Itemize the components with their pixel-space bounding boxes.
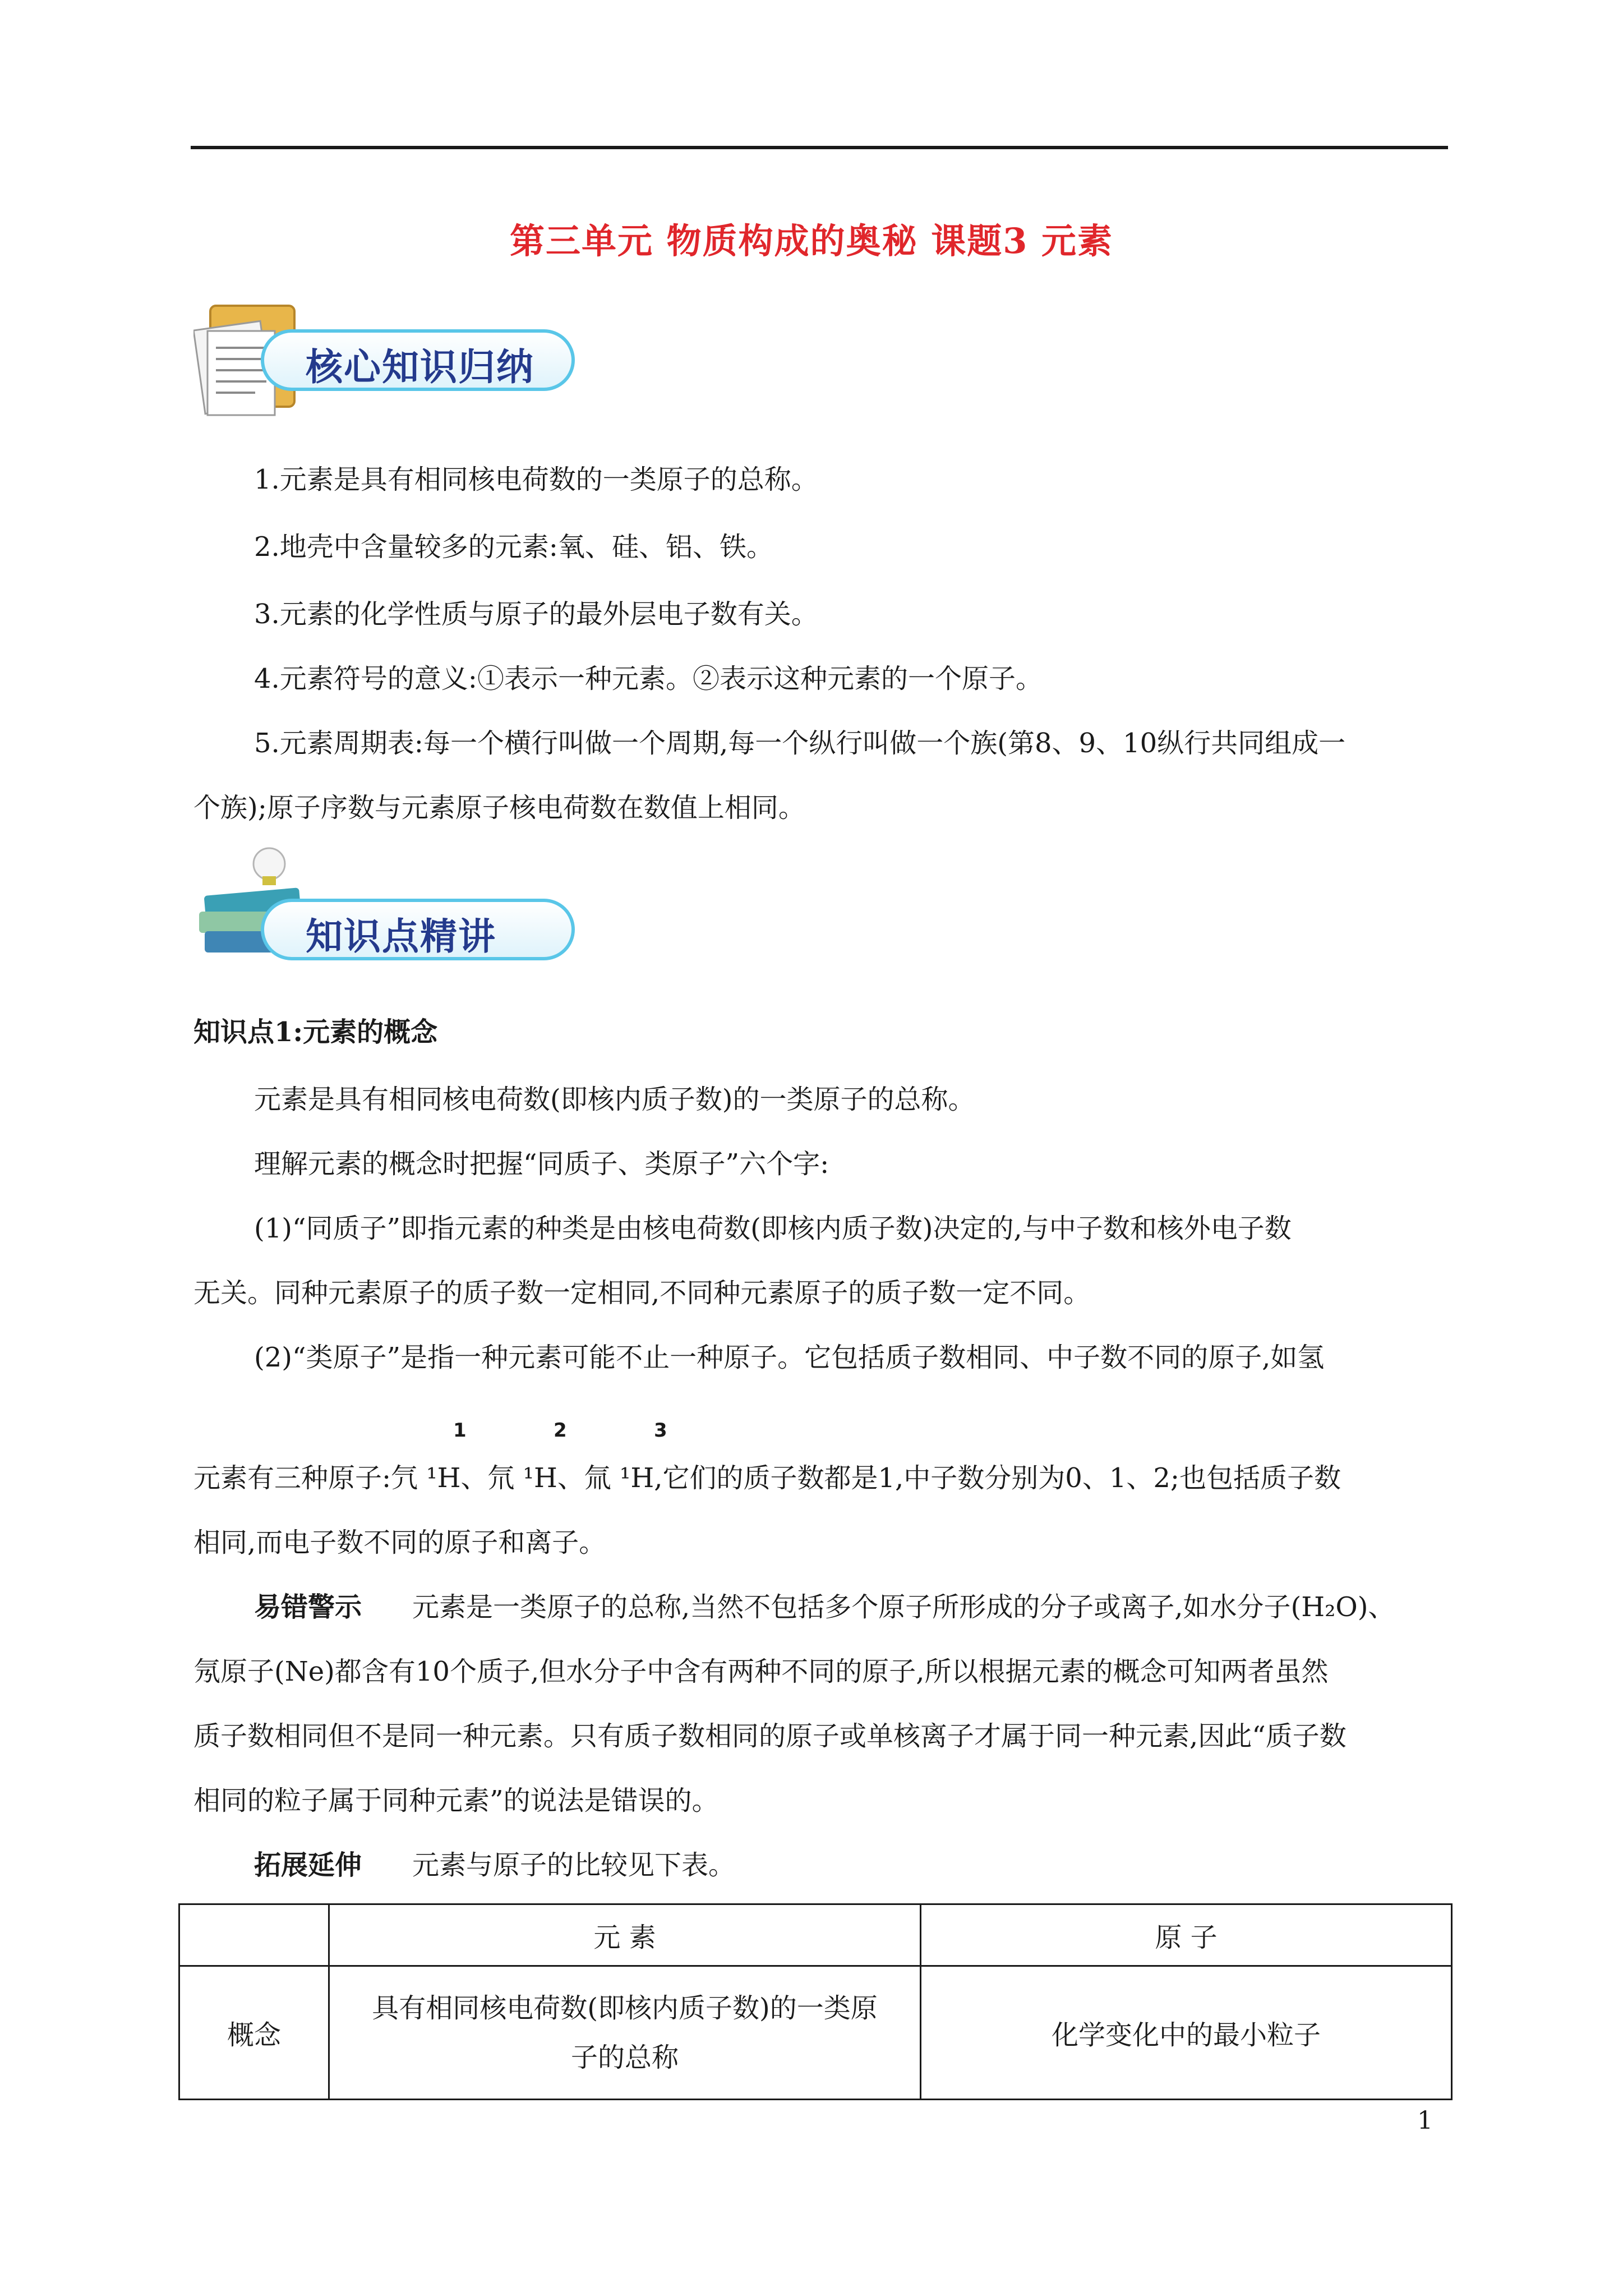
table-header-cell: 元 素 — [329, 1904, 921, 1966]
table-row-label: 概念 — [179, 1966, 329, 2100]
knowledge-point-heading: 知识点1:元素的概念 — [193, 1016, 438, 1048]
table-cell-line: 子的总称 — [570, 2041, 679, 2073]
summary-item-1: 1.元素是具有相同核电荷数的一类原子的总称。 — [254, 464, 818, 495]
paragraph: 元素是具有相同核电荷数(即核内质子数)的一类原子的总称。 — [254, 1084, 975, 1115]
comparison-table — [178, 1903, 1453, 2100]
table-header-row — [179, 1904, 1452, 1966]
isotope-mass-number: 2 — [554, 1419, 567, 1442]
table-header-cell — [179, 1904, 329, 1966]
knowledge-point-banner — [193, 875, 597, 970]
header-rule — [191, 146, 1448, 149]
table-cell: 化学变化中的最小粒子 — [921, 1966, 1452, 2100]
page-title: 第三单元 物质构成的奥秘 课题3 元素 — [510, 220, 1113, 261]
table-cell-line: 具有相同核电荷数(即核内质子数)的一类原 — [372, 1992, 878, 2024]
paragraph: 相同,而电子数不同的原子和离子。 — [193, 1527, 606, 1558]
banner-title: 知识点精讲 — [306, 915, 496, 958]
table-header-cell: 原 子 — [921, 1904, 1452, 1966]
paragraph: 相同的粒子属于同种元素”的说法是错误的。 — [193, 1785, 719, 1816]
paragraph: 元素是一类原子的总称,当然不包括多个原子所形成的分子或离子,如水分子(H₂O)、 — [412, 1591, 1395, 1623]
paragraph: 无关。同种元素原子的质子数一定相同,不同种元素原子的质子数一定不同。 — [193, 1277, 1091, 1309]
table-row — [179, 1966, 1452, 2100]
isotope-mass-number: 1 — [453, 1419, 467, 1442]
core-knowledge-banner — [193, 306, 597, 401]
paragraph: (2)“类原子”是指一种元素可能不止一种原子。它包括质子数相同、中子数不同的原子,如氢 — [254, 1342, 1325, 1373]
paragraph: 元素与原子的比较见下表。 — [412, 1849, 736, 1881]
paragraph: 质子数相同但不是同一种元素。只有质子数相同的原子或单核离子才属于同一种元素,因此“质子数 — [193, 1720, 1347, 1752]
paragraph: 元素有三种原子:氕 ¹H、氘 ¹H、氚 ¹H,它们的质子数都是1,中子数分别为0、1、2;也包括质子数 — [193, 1462, 1341, 1494]
extension-label: 拓展延伸 — [254, 1849, 362, 1881]
warning-label: 易错警示 — [254, 1591, 362, 1623]
summary-item-5: 5.元素周期表:每一个横行叫做一个周期,每一个纵行叫做一个族(第8、9、10纵行共同组成一 — [254, 728, 1346, 759]
paragraph: 理解元素的概念时把握“同质子、类原子”六个字: — [254, 1148, 829, 1180]
paragraph: 氖原子(Ne)都含有10个质子,但水分子中含有两种不同的原子,所以根据元素的概念可知两者虽然 — [193, 1656, 1329, 1687]
summary-item-3: 3.元素的化学性质与原子的最外层电子数有关。 — [254, 599, 818, 630]
summary-item-2: 2.地壳中含量较多的元素:氧、硅、铝、铁。 — [254, 531, 773, 563]
table-cell — [329, 1966, 921, 2100]
paragraph: (1)“同质子”即指元素的种类是由核电荷数(即核内质子数)决定的,与中子数和核外电子数 — [254, 1213, 1292, 1244]
summary-item-4: 4.元素符号的意义:①表示一种元素。②表示这种元素的一个原子。 — [254, 663, 1043, 694]
page-number: 1 — [1417, 2106, 1433, 2135]
isotope-mass-number: 3 — [654, 1419, 667, 1442]
banner-title: 核心知识归纳 — [306, 346, 534, 389]
summary-item-5-cont: 个族);原子序数与元素原子核电荷数在数值上相同。 — [193, 792, 805, 823]
